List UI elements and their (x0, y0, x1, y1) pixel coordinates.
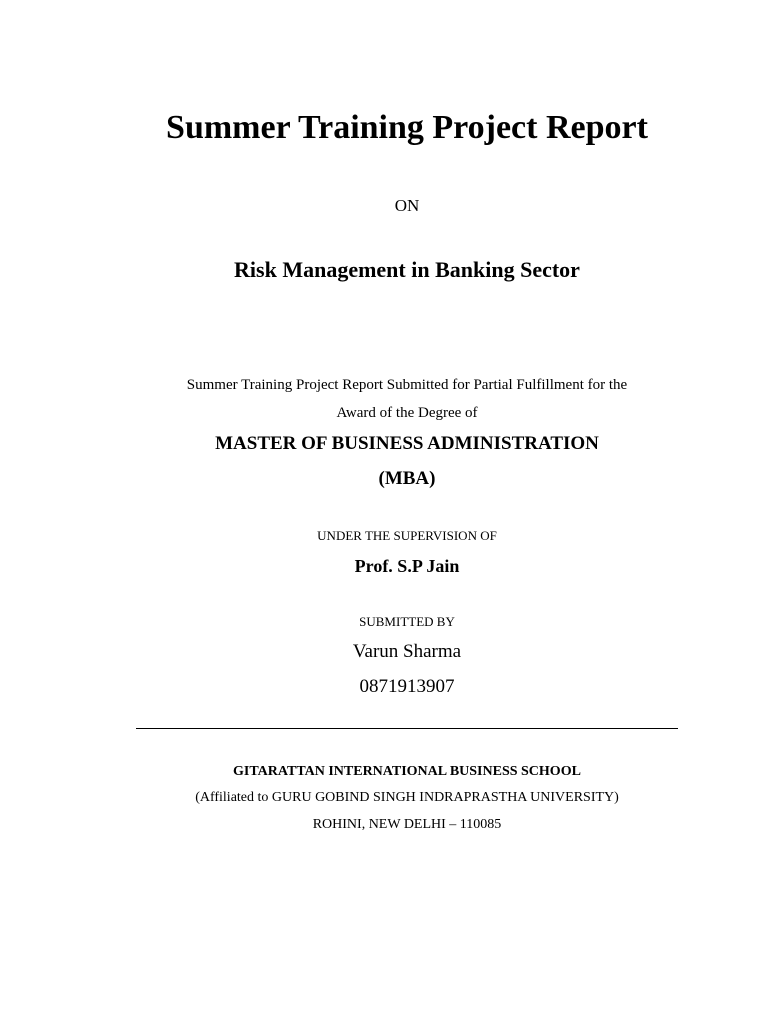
submitted-by-label: SUBMITTED BY (359, 614, 455, 629)
school-name: GITARATTAN INTERNATIONAL BUSINESS SCHOOL (233, 764, 581, 779)
report-topic: Risk Management in Banking Sector (234, 257, 580, 282)
school-affiliation: (Affiliated to GURU GOBIND SINGH INDRAPRASTHA UNIVERSITY) (195, 790, 619, 805)
on-label: ON (394, 196, 420, 215)
student-id: 0871913907 (359, 676, 455, 697)
supervisor-name: Prof. S.P Jain (354, 556, 460, 576)
submission-statement-line-1: Summer Training Project Report Submitted for Partial Fulfillment for the (186, 377, 628, 393)
school-address: ROHINI, NEW DELHI – 110085 (312, 817, 502, 832)
degree-abbreviation: (MBA) (378, 468, 436, 489)
section-divider (136, 728, 678, 729)
degree-name: MASTER OF BUSINESS ADMINISTRATION (215, 433, 599, 454)
submission-statement-line-2: Award of the Degree of (336, 405, 478, 421)
student-name: Varun Sharma (352, 641, 462, 662)
report-title: Summer Training Project Report (166, 109, 648, 146)
supervision-label: UNDER THE SUPERVISION OF (317, 528, 497, 543)
